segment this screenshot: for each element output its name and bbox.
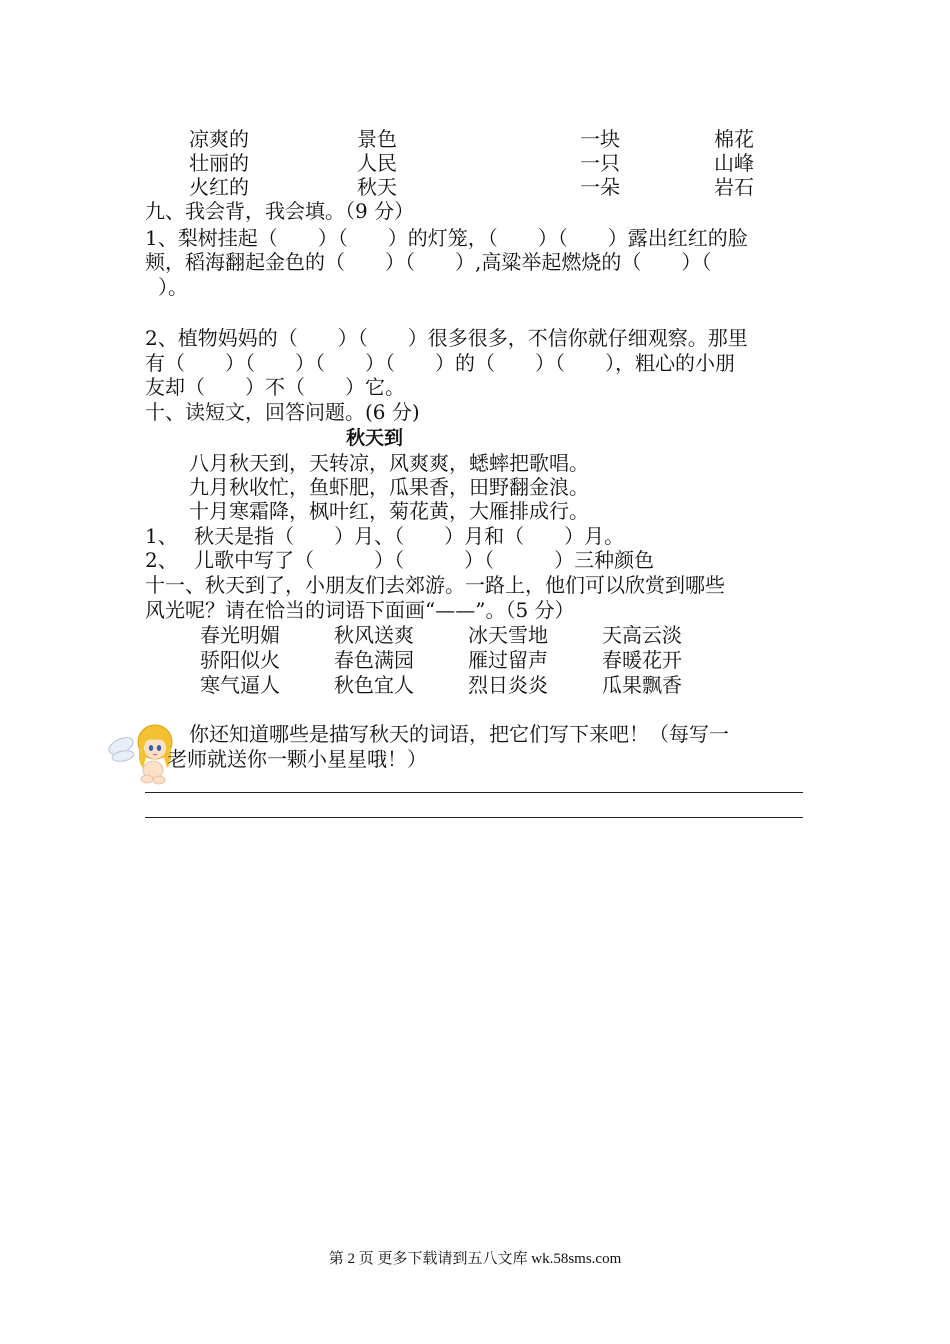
match-adj-2: 壮丽的: [189, 151, 249, 175]
q9-1-line-3: ）。: [158, 275, 188, 299]
bonus-line-2: 老师就送你一颗小星星哦！）: [167, 747, 427, 771]
word-option[interactable]: 骄阳似火: [200, 648, 280, 672]
q9-1-line-2: 颊，稻海翻起金色的（ ）（ ）,高粱举起燃烧的（ ）（: [145, 250, 712, 274]
word-option[interactable]: 春光明媚: [200, 623, 280, 647]
match-measure-2: 一只: [580, 151, 620, 175]
word-option[interactable]: 秋色宜人: [334, 673, 414, 697]
match-adj-3: 火红的: [189, 175, 249, 199]
q9-2-line-1: 2、植物妈妈的（ ）（ ）很多很多，不信你就仔细观察。那里: [145, 326, 748, 350]
match-adj-1: 凉爽的: [189, 127, 249, 151]
match-noun-3: 秋天: [357, 175, 397, 199]
word-option[interactable]: 瓜果飘香: [602, 673, 682, 697]
q9-2-line-3: 友却（ ）不（ ）它。: [145, 375, 405, 399]
q10-2: 2、 儿歌中写了（ ）（ ）（ ）三种颜色: [145, 548, 655, 572]
word-option[interactable]: 秋风送爽: [334, 623, 414, 647]
word-option[interactable]: 雁过留声: [468, 648, 548, 672]
answer-line-2[interactable]: [145, 817, 803, 818]
match-noun-1: 景色: [357, 127, 397, 151]
word-option[interactable]: 春色满园: [334, 648, 414, 672]
match-noun-r1: 棉花: [714, 127, 754, 151]
section-11-heading-line-1: 十一、秋天到了，小朋友们去郊游。一路上，他们可以欣赏到哪些: [145, 573, 725, 597]
poem-line-3: 十月寒霜降，枫叶红，菊花黄，大雁排成行。: [189, 499, 589, 523]
word-option[interactable]: 寒气逼人: [200, 673, 280, 697]
match-measure-1: 一块: [580, 127, 620, 151]
section-9-heading: 九、我会背，我会填。（9 分）: [145, 199, 415, 223]
q9-1-line-1: 1、梨树挂起（ ）（ ）的灯笼，（ ）（ ）露出红红的脸: [145, 226, 748, 250]
section-11-heading-line-2: 风光呢？请在恰当的词语下面画“——”。（5 分）: [145, 598, 575, 622]
poem-line-2: 九月秋收忙，鱼虾肥，瓜果香，田野翻金浪。: [189, 475, 589, 499]
word-option[interactable]: 冰天雪地: [468, 623, 548, 647]
match-noun-2: 人民: [357, 151, 397, 175]
word-option[interactable]: 天高云淡: [602, 623, 682, 647]
page-footer: 第 2 页 更多下载请到五八文库 wk.58sms.com: [328, 1251, 622, 1267]
q9-2-line-2: 有（ ）（ ）（ ）（ ）的（ ）（ ），粗心的小朋: [145, 351, 735, 375]
match-measure-3: 一朵: [580, 175, 620, 199]
match-noun-r2: 山峰: [714, 151, 754, 175]
word-option[interactable]: 春暖花开: [602, 648, 682, 672]
section-10-heading: 十、读短文，回答问题。(6 分): [145, 400, 420, 424]
poem-line-1: 八月秋天到，天转凉，风爽爽，蟋蟀把歌唱。: [189, 451, 589, 475]
answer-line-1[interactable]: [145, 792, 803, 793]
match-noun-r3: 岩石: [714, 175, 754, 199]
word-option[interactable]: 烈日炎炎: [468, 673, 548, 697]
q10-1: 1、 秋天是指（ ）月、（ ）月和（ ）月。: [145, 524, 625, 548]
bonus-line-1: 你还知道哪些是描写秋天的词语，把它们写下来吧！（每写一: [189, 722, 729, 746]
poem-title: 秋天到: [346, 427, 404, 449]
